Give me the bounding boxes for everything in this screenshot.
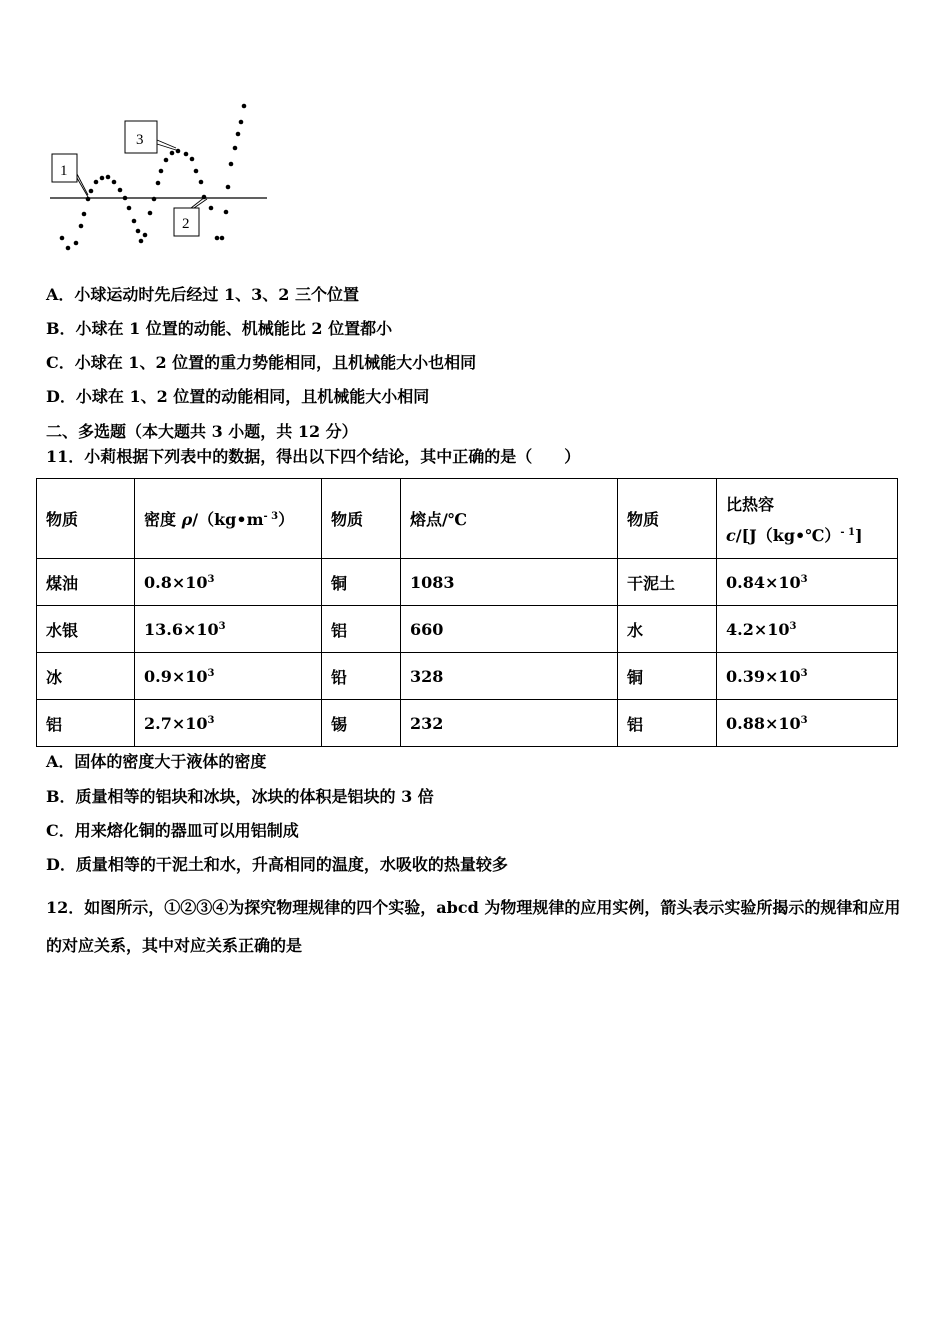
trajectory-dot bbox=[184, 152, 189, 157]
header-melting: 熔点/℃ bbox=[401, 479, 618, 559]
trajectory-dot bbox=[66, 246, 71, 251]
cell-substance: 锡 bbox=[322, 700, 401, 747]
cell-density: $0.9\times 10^3$ bbox=[135, 653, 322, 700]
trajectory-dot bbox=[176, 149, 181, 154]
header-density: 密度 $\rho/(kg•m^{- 3})$ bbox=[135, 479, 322, 559]
trajectory-dot bbox=[152, 197, 157, 202]
trajectory-dot bbox=[112, 180, 117, 185]
trajectory-dot bbox=[194, 169, 199, 174]
q12-text: 12．如图所示，①②③④为探究物理规律的四个实验，abcd 为物理规律的应用实例，箭头表示实验所揭示的规律和应用的对应关系，其中对应关系正确的是 bbox=[46, 898, 901, 955]
cell-heat: $0.84\times 10^3$ bbox=[717, 559, 898, 606]
table-row bbox=[37, 700, 898, 747]
trajectory-dot bbox=[132, 219, 137, 224]
cell-substance: 铝 bbox=[618, 700, 717, 747]
cell-melting: 232 bbox=[401, 700, 618, 747]
trajectory-dot bbox=[123, 196, 128, 201]
label-1: 1 bbox=[60, 163, 68, 179]
q11-option-a: A．固体的密度大于液体的密度 bbox=[46, 752, 267, 771]
cell-heat: $0.39\times 10^3$ bbox=[717, 653, 898, 700]
cell-substance: 铜 bbox=[618, 653, 717, 700]
table-row bbox=[37, 559, 898, 606]
cell-melting: 660 bbox=[401, 606, 618, 653]
trajectory-dot bbox=[136, 229, 141, 234]
trajectory-dot bbox=[236, 132, 241, 137]
q10-option-b: B．小球在 1 位置的动能、机械能比 2 位置都小 bbox=[46, 319, 393, 338]
trajectory-dot bbox=[60, 236, 65, 241]
trajectory-dot bbox=[100, 176, 105, 181]
cell-density: $2.7\times 10^3$ bbox=[135, 700, 322, 747]
trajectory-dot bbox=[118, 188, 123, 193]
q10-option-c: C．小球在 1、2 位置的重力势能相同，且机械能大小也相同 bbox=[46, 353, 477, 372]
q11-option-d: D．质量相等的干泥土和水，升高相同的温度，水吸收的热量较多 bbox=[46, 855, 508, 874]
cell-substance: 水 bbox=[618, 606, 717, 653]
cell-density: $0.8\times 10^3$ bbox=[135, 559, 322, 606]
pointer-2 bbox=[191, 197, 205, 208]
cell-substance: 冰 bbox=[37, 653, 135, 700]
cell-heat: $0.88\times 10^3$ bbox=[717, 700, 898, 747]
trajectory-dot bbox=[82, 212, 87, 217]
trajectory-dot bbox=[199, 180, 204, 185]
q11-option-c: C．用来熔化铜的器皿可以用铝制成 bbox=[46, 821, 299, 840]
label-3: 3 bbox=[136, 132, 144, 148]
trajectory-dot bbox=[106, 175, 111, 180]
cell-substance: 铝 bbox=[37, 700, 135, 747]
trajectory-dot bbox=[229, 162, 234, 167]
trajectory-dot bbox=[239, 120, 244, 125]
q10-option-d: D．小球在 1、2 位置的动能相同，且机械能大小相同 bbox=[46, 387, 430, 406]
cell-substance: 铜 bbox=[322, 559, 401, 606]
label-2: 2 bbox=[182, 216, 190, 232]
section-title: 二、多选题（本大题共 3 小题，共 12 分） bbox=[46, 422, 358, 441]
header-heat: 比热容 c/[J（kg•℃）$^{- 1}$] bbox=[717, 479, 898, 559]
q10-option-a: A．小球运动时先后经过 1、3、2 三个位置 bbox=[46, 285, 359, 304]
cell-substance: 干泥土 bbox=[618, 559, 717, 606]
trajectory-dot bbox=[242, 104, 247, 109]
cell-substance: 铅 bbox=[322, 653, 401, 700]
trajectory-dot bbox=[156, 181, 161, 186]
cell-heat: $4.2\times 10^3$ bbox=[717, 606, 898, 653]
cell-substance: 铝 bbox=[322, 606, 401, 653]
trajectory-figure bbox=[44, 98, 276, 266]
header-substance: 物质 bbox=[37, 479, 135, 559]
trajectory-dot bbox=[159, 169, 164, 174]
trajectory-dot bbox=[209, 206, 214, 211]
header-substance: 物质 bbox=[618, 479, 717, 559]
trajectory-dot bbox=[143, 233, 148, 238]
trajectory-dot bbox=[86, 197, 91, 202]
trajectory-dot bbox=[164, 158, 169, 163]
trajectory-dot bbox=[94, 180, 99, 185]
pointer-1 bbox=[77, 174, 88, 195]
trajectory-dot bbox=[89, 189, 94, 194]
trajectory-dot bbox=[233, 146, 238, 151]
cell-density: $13.6\times 10^3$ bbox=[135, 606, 322, 653]
q11-stem: 11．小莉根据下列表中的数据，得出以下四个结论，其中正确的是（ ） bbox=[46, 447, 581, 466]
data-table bbox=[36, 478, 898, 747]
trajectory-dot bbox=[215, 236, 220, 241]
cell-substance: 水银 bbox=[37, 606, 135, 653]
table-row bbox=[37, 653, 898, 700]
trajectory-dot bbox=[170, 151, 175, 156]
cell-melting: 328 bbox=[401, 653, 618, 700]
trajectory-dot bbox=[224, 210, 229, 215]
trajectory-dot bbox=[220, 236, 225, 241]
trajectory-dot bbox=[190, 157, 195, 162]
trajectory-dot bbox=[127, 206, 132, 211]
cell-substance: 煤油 bbox=[37, 559, 135, 606]
table-header-row bbox=[37, 479, 898, 559]
cell-melting: 1083 bbox=[401, 559, 618, 606]
trajectory-dot bbox=[226, 185, 231, 190]
trajectory-dot bbox=[74, 241, 79, 246]
trajectory-dot bbox=[139, 239, 144, 244]
trajectory-dot bbox=[79, 224, 84, 229]
trajectory-dot bbox=[148, 211, 153, 216]
header-substance: 物质 bbox=[322, 479, 401, 559]
table-row bbox=[37, 606, 898, 653]
q11-option-b: B．质量相等的铝块和冰块，冰块的体积是铝块的 3 倍 bbox=[46, 787, 434, 806]
